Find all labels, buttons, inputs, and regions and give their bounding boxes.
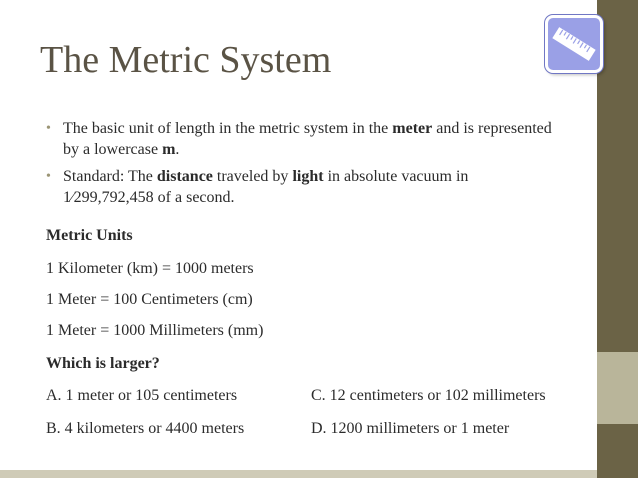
ruler-icon-graphic	[548, 18, 600, 70]
unit-line-km: 1 Kilometer (km) = 1000 meters	[46, 260, 254, 277]
bullet-text-part: Standard: The	[63, 168, 157, 185]
bullet-text-bold: meter	[392, 120, 433, 137]
bullet-text-part: in absolute vacuum in	[323, 168, 469, 185]
answer-d: D. 1200 millimeters or 1 meter	[311, 420, 510, 437]
side-band-accent	[597, 352, 638, 424]
bullet-item	[46, 118, 566, 160]
unit-line-mm: 1 Meter = 1000 Millimeters (mm)	[46, 322, 264, 339]
bottom-strip	[0, 470, 597, 478]
bullet-text-part: The basic unit of length in the metric system in the	[63, 120, 393, 137]
slide-title: The Metric System	[40, 39, 332, 81]
answer-b: B. 4 kilometers or 4400 meters	[46, 420, 245, 437]
bullet-text-bold: m	[162, 141, 176, 158]
bullet-text-part: traveled by	[212, 168, 293, 185]
unit-line-cm: 1 Meter = 100 Centimeters (cm)	[46, 291, 253, 308]
answer-a: A. 1 meter or 105 centimeters	[46, 387, 238, 404]
answer-c: C. 12 centimeters or 102 millimeters	[311, 387, 546, 404]
bullet-text-bold: distance	[156, 168, 213, 185]
bullet-text	[63, 168, 468, 206]
bullet-text	[63, 120, 552, 158]
bullet-item	[46, 166, 566, 208]
ruler-icon	[545, 15, 603, 73]
bullet-text-part: .	[175, 141, 180, 158]
bullet-dot-icon: •	[46, 169, 51, 184]
bullet-text-part: and is represented by a lowercase	[63, 120, 552, 158]
bullet-text-bold: light	[292, 168, 324, 185]
question-heading: Which is larger?	[46, 355, 160, 372]
bullet-list	[46, 118, 566, 214]
bullet-dot-icon: •	[46, 121, 51, 136]
units-heading: Metric Units	[46, 227, 133, 244]
bullet-text-part: 1⁄299,792,458 of a second.	[63, 189, 235, 206]
